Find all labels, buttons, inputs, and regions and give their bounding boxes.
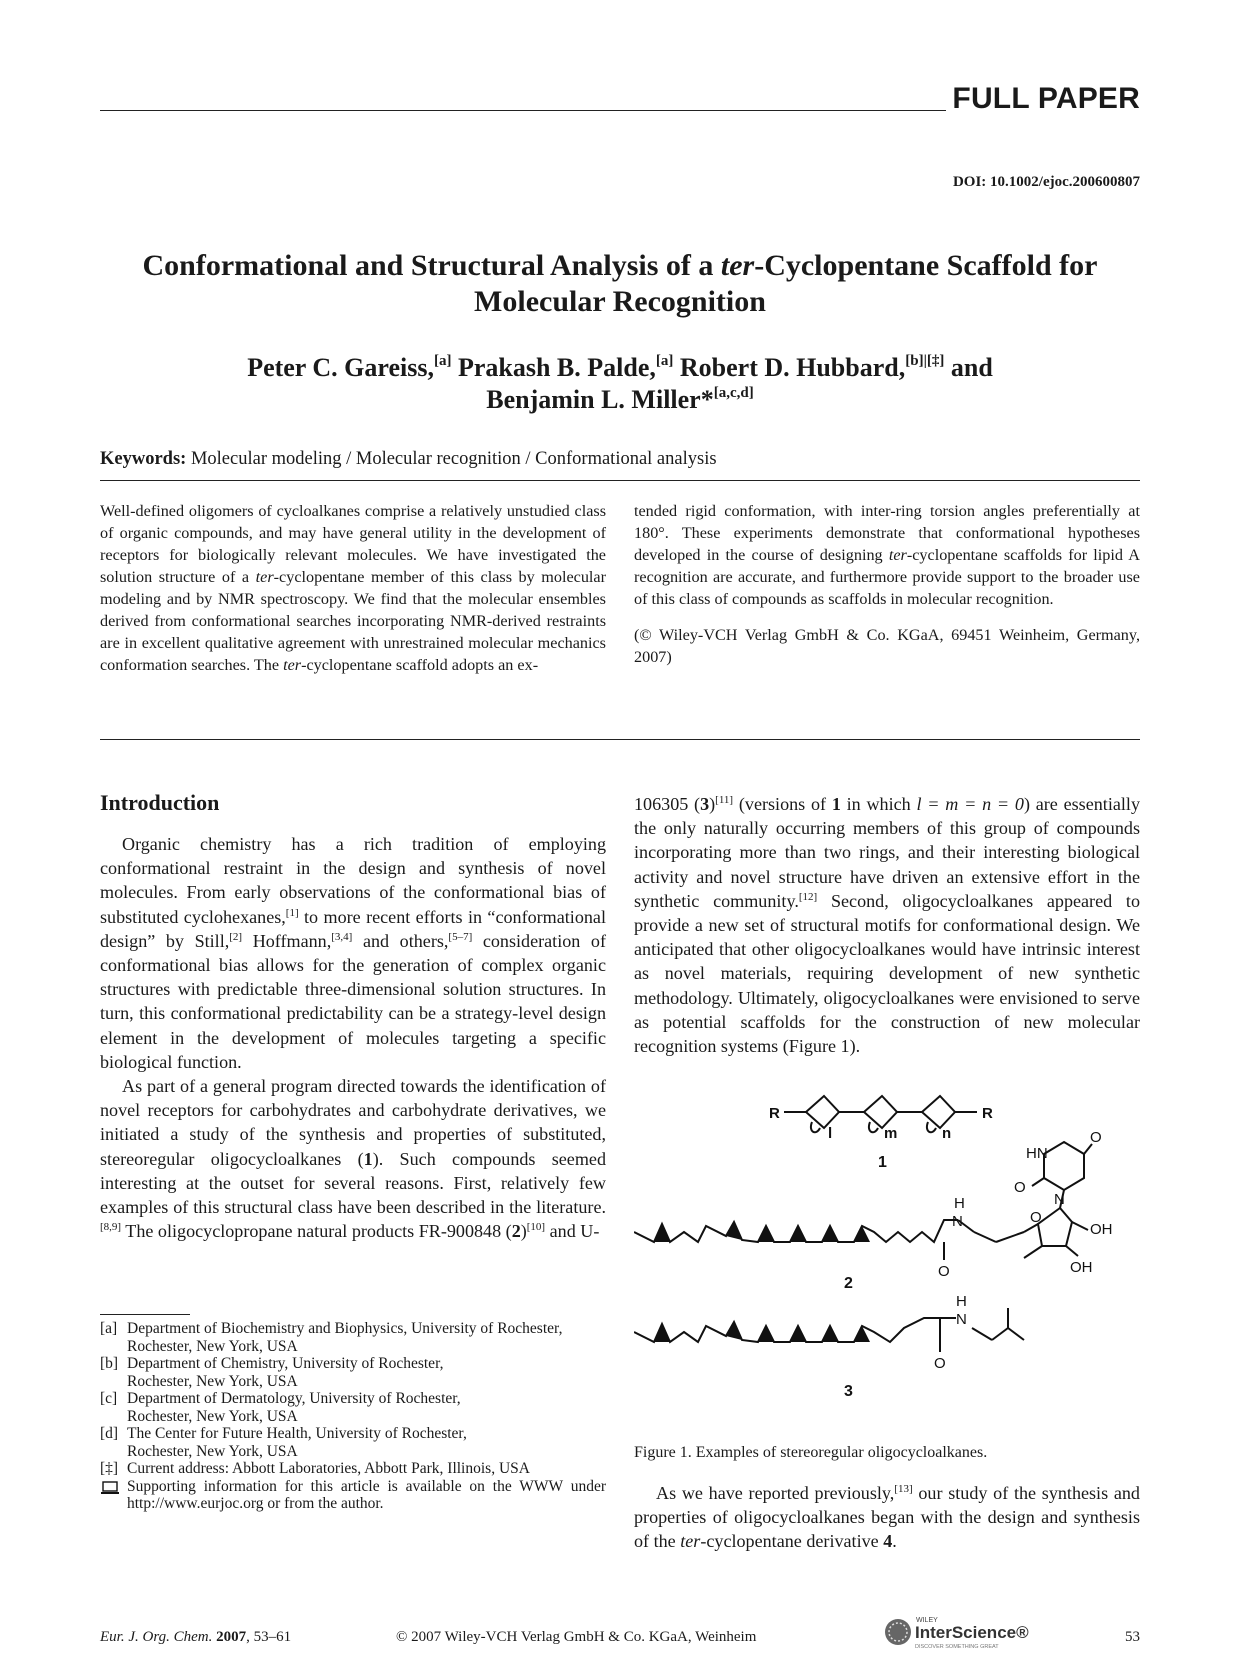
svg-text:DISCOVER SOMETHING GREAT: DISCOVER SOMETHING GREAT [915,1644,999,1650]
author-list: Peter C. Gareiss,[a] Prakash B. Palde,[a] Robert D. Hubbard,[b]|[‡] and Benjamin L. Miller*[a,c,d] [247,353,993,414]
journal-citation: Eur. J. Org. Chem. 2007, 53–61 [100,1629,292,1645]
page-number: 53 [1125,1629,1140,1645]
svg-text:WILEY: WILEY [916,1617,938,1624]
keywords-text: Molecular modeling / Molecular recognition / Conformational analysis [190,449,717,469]
atom-label: O [1090,1129,1102,1146]
author-name: Prakash B. Palde, [457,353,656,382]
keywords-label: Keywords: [100,449,187,469]
abstract-right: tended rigid conformation, with inter-ring torsion angles preferentially at 180°. These experiments demonstrate that conformational hypotheses developed in the course of designing ter-cyclopentane scaffolds for lipid A recognition are accurate, and furthermore provide support to the broader use of this class of compounds as scaffolds in molecular recognition. (© Wiley-VCH Verlag GmbH & Co. KGaA, 69451 Weinheim, Germany, 2007) [634,502,1140,666]
atom-label: O [934,1355,946,1372]
paragraph: As part of a general program directed towards the identification of novel receptors for carbohydrates and carbohydrate derivatives, we initiated a study of the synthesis and properties of substituted, stereoregular oligocycloalkanes (1). Such compounds seemed interesting at the outset for several reasons. First, relatively few examples of this structural class have been described in the literature.[8,9] The oligocyclopropane natural products FR-900848 (2)[10] and U- [100,1076,606,1242]
author-affiliation: [b]|[‡] [905,353,945,369]
index-label: l [828,1125,833,1142]
svg-text:InterScience®: InterScience® [915,1623,1029,1642]
atom-label: H [956,1293,967,1310]
supporting-info-note: Supporting information for this article is available on the WWW under http://www.eurjoc.org or from the author. [100,1478,606,1513]
affiliation-item: [‡] Current address: Abbott Laboratories, Abbott Park, Illinois, USA [100,1460,530,1477]
section-heading-introduction: Introduction [100,790,220,815]
r-group-label: R [769,1105,780,1122]
affiliations [100,1320,606,1513]
atom-label: OH [1090,1221,1113,1238]
abstract-left: Well-defined oligomers of cycloalkanes comprise a relatively unstudied class of organic compounds, and may have general utility in the development of receptors for biologically relevant molecules. We have investigated the solution structure of a ter-cyclopentane member of this class by molecular modeling and by NMR spectroscopy. We find that the molecular ensembles derived from conformational searches incorporating NMR-derived restraints are in excellent qualitative agreement with unrestrained molecular mechanics conformation searches. The ter-cyclopentane scaffold adopts an ex- [100,502,607,674]
atom-label: O [938,1263,950,1280]
author-name: Robert D. Hubbard, [679,353,906,382]
header-rule [100,110,946,111]
affiliation-item: [a] Department of Biochemistry and Biophysics, University of Rochester, Rochester, New York, USA [100,1320,563,1355]
paragraph: 106305 (3)[11] (versions of 1 in which l = m = n = 0) are essentially the only naturally occurring members of this group of compounds incorporating more than two rings, and their interesting biological activity and novel structure have driven an extensive effort in the synthetic community.[12] Second, oligocycloalkanes appeared to provide a new set of structural motifs for conformational design. We anticipated that other oligocycloalkanes would have intrinsic interest as novel materials, requiring development of new synthetic methodology. Ultimately, oligocycloalkanes were envisioned to serve as potential scaffolds for the construction of new molecular recognition systems (Figure 1). [634,794,1140,1057]
index-label: m [884,1125,898,1142]
author-name: Benjamin L. Miller* [486,385,714,414]
affiliation-item: [d] The Center for Future Health, University of Rochester, Rochester, New York, USA [100,1425,467,1460]
atom-label: N [1054,1191,1065,1208]
affiliation-item: [c] Department of Dermatology, University of Rochester, Rochester, New York, USA [100,1390,461,1425]
paragraph: As we have reported previously,[13] our study of the synthesis and properties of oligocycloalkanes began with the design and synthesis of the ter-cyclopentane derivative 4. [634,1483,1140,1552]
abstract-copyright: (© Wiley-VCH Verlag GmbH & Co. KGaA, 69451 Weinheim, Germany, 2007) [634,626,1140,666]
body-column-left [100,832,606,1243]
r-group-label: R [982,1105,993,1122]
figure-1-structures [634,1092,1140,1432]
author-affiliation: [a,c,d] [713,385,754,401]
compound-number: 2 [844,1275,853,1292]
atom-label: H [954,1195,965,1212]
author-affiliation: [a] [433,353,452,369]
keywords-rule [100,480,1140,481]
figure-caption: Figure 1. Examples of stereoregular oligocycloalkanes. [634,1444,988,1461]
compound-number: 3 [844,1383,853,1400]
affiliation-item: [b] Department of Chemistry, University of Rochester, Rochester, New York, USA [100,1355,444,1390]
atom-label: N [952,1213,963,1230]
body-column-right [634,792,1140,1058]
doi: DOI: 10.1002/ejoc.200600807 [952,174,1140,190]
footnote-rule [100,1314,190,1315]
atom-label: O [1030,1209,1042,1226]
author-name: Peter C. Gareiss, [247,353,434,382]
paper-title: Conformational and Structural Analysis of a ter-Cyclopentane Scaffold for Molecular Recognition [142,249,1098,318]
keywords [100,449,717,470]
atom-label: OH [1070,1259,1093,1276]
paragraph: Organic chemistry has a rich tradition of employing conformational restraint in the design and synthesis of novel molecules. From early observations of the conformational bias of substituted cyclohexanes,[1] to more recent efforts in “conformational design” by Still,[2] Hoffmann,[3,4] and others,[5–7] consideration of conformational bias allows for the generation of complex organic structures with predictable three-dimensional solution structures. In turn, this conformational predictability can be a strategy-level design element in the development of molecules targeting a specific biological function. [100,834,606,1072]
footer-copyright: © 2007 Wiley-VCH Verlag GmbH & Co. KGaA, Weinheim [396,1629,757,1645]
author-affiliation: [a] [655,353,674,369]
abstract-rule [100,739,1140,740]
compound-number: 1 [878,1154,887,1171]
interscience-logo [882,1612,1054,1652]
atom-label: N [956,1311,967,1328]
computer-icon [100,1481,120,1495]
body-column-right-continued [634,1481,1140,1554]
section-label: FULL PAPER [952,82,1140,115]
index-label: n [942,1125,952,1142]
atom-label: HN [1026,1145,1048,1162]
atom-label: O [1014,1179,1026,1196]
